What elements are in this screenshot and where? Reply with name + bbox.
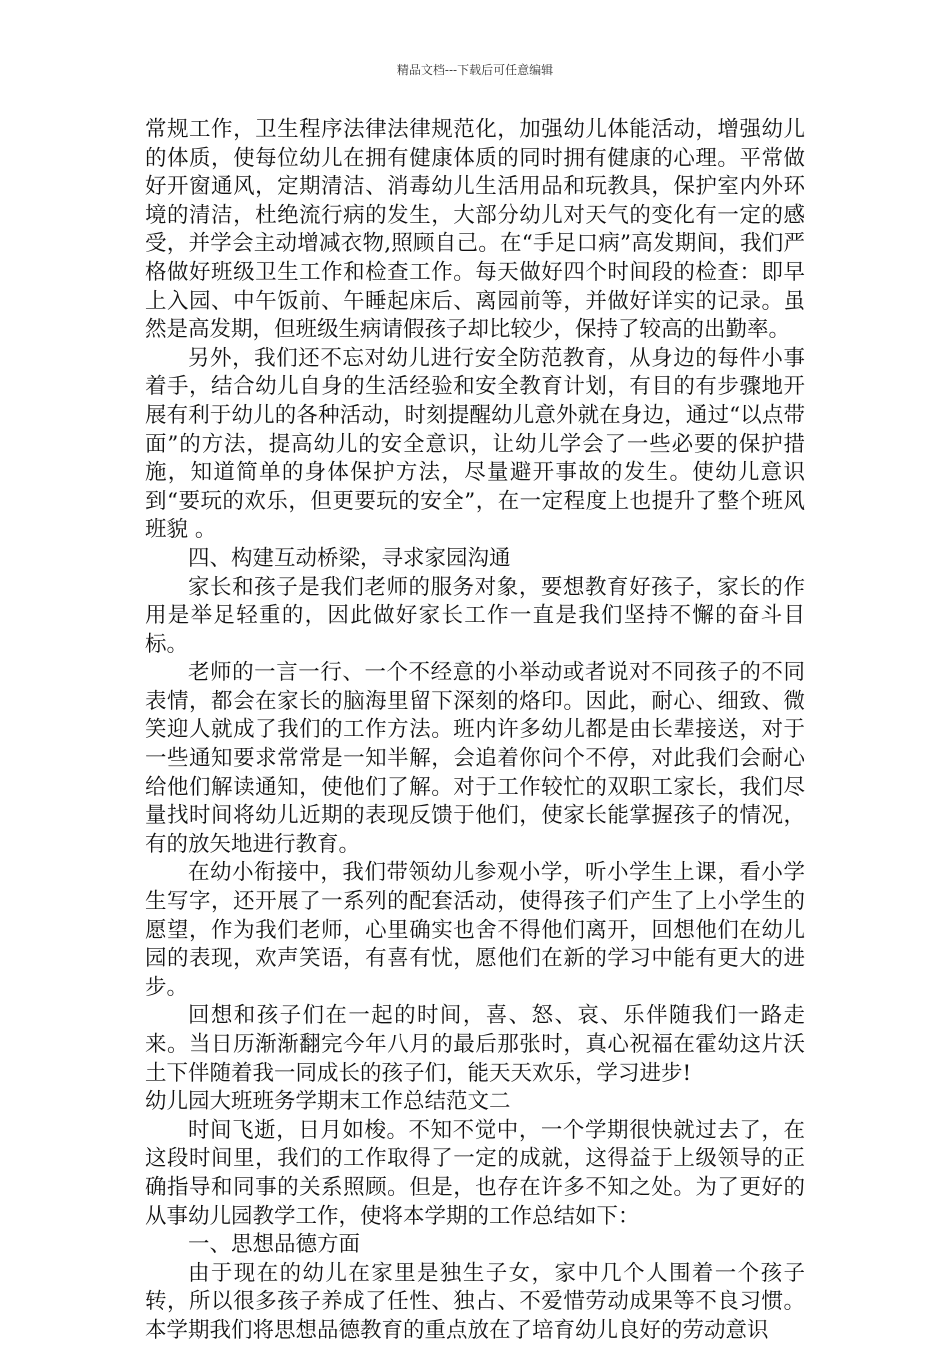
paragraph-safety-education: 另外，我们还不忘对幼儿进行安全防范教育，从身边的每件小事着手，结合幼儿自身的生活经验和安全教育计划，有目的有步骤地开展有利于幼儿的各种活动，时刻提醒幼儿意外就在身边，通过“以点带面”的方法，提高幼儿的安全意识，让幼儿学会了一些必要的保护措施，知道简单的身体保护方法，尽量避开事故的发生。使幼儿意识到“要玩的欢乐，但更要玩的安全”，在一定程度上也提升了整个班风班貌 。 <box>145 345 805 543</box>
page-header: 精品文档---下载后可任意编辑 <box>396 63 554 77</box>
paragraph-teacher-conduct: 老师的一言一行、一个不经意的小举动或者说对不同孩子的不同表情，都会在家长的脑海里留下深刻的烙印。因此，耐心、细致、微笑迎人就成了我们的工作方法。班内许多幼儿都是由长辈接送，对于一些通知要求常常是一知半解，会追着你问个不停，对此我们会耐心给他们解读通知，使他们了解。对于工作较忙的双职工家长，我们尽量找时间将幼儿近期的表现反馈于他们，使家长能掌握孩子的情况，有的放矢地进行教育。 <box>145 660 805 857</box>
document-title-sample-two: 幼儿园大班班务学期末工作总结范文二 <box>145 1089 511 1115</box>
section-heading-moral-education: 一、思想品德方面 <box>188 1232 361 1258</box>
section-heading-home-communication: 四、构建互动桥梁，寻求家园沟通 <box>188 545 511 571</box>
paragraph-hygiene-continued: 常规工作，卫生程序法律法律规范化，加强幼儿体能活动，增强幼儿的体质，使每位幼儿在拥有健康体质的同时拥有健康的心理。平常做好开窗通风，定期清洁、消毒幼儿生活用品和玩教具，保护室内外环境的清洁，杜绝流行病的发生，大部分幼儿对天气的变化有一定的感受，并学会主动增减衣物,照顾自己。在“手足口病”高发期间，我们严格做好班级卫生工作和检查工作。每天做好四个时间段的检查：即早上入园、中午饭前、午睡起床后、离园前等，并做好详实的记录。虽然是高发期，但班级生病请假孩子却比较少，保持了较高的出勤率。 <box>145 117 805 343</box>
paragraph-primary-transition: 在幼小衔接中，我们带领幼儿参观小学，听小学生上课，看小学生写字，还开展了一系列的配套活动，使得孩子们产生了上小学生的愿望，作为我们老师，心里确实也舍不得他们离开，回想他们在幼儿园的表现，欢声笑语，有喜有忧，愿他们在新的学习中能有更大的进步。 <box>145 860 805 1000</box>
paragraph-semester-intro: 时间飞逝，日月如梭。不知不觉中，一个学期很快就过去了，在这段时间里，我们的工作取得了一定的成就，这得益于上级领导的正确指导和同事的关系照顾。但是，也存在许多不知之处。为了更好的从事幼儿园教学工作，使将本学期的工作总结如下： <box>145 1117 805 1229</box>
paragraph-only-children: 由于现在的幼儿在家里是独生子女，家中几个人围着一个孩子转，所以很多孩子养成了任性、独占、不爱惜劳动成果等不良习惯。本学期我们将思想品德教育的重点放在了培育幼儿良好的劳动意识 <box>145 1260 805 1343</box>
paragraph-reflection: 回想和孩子们在一起的时间，喜、怒、哀、乐伴随我们一路走来。当日历渐渐翻完今年八月的最后那张时，真心祝福在霍幼这片沃土下伴随着我一同成长的孩子们，能天天欢乐，学习进步! <box>145 1003 805 1086</box>
document-body <box>145 116 805 1346</box>
paragraph-parents-service: 家长和孩子是我们老师的服务对象，要想教育好孩子，家长的作用是举足轻重的，因此做好家长工作一直是我们坚持不懈的奋斗目标。 <box>145 574 805 657</box>
